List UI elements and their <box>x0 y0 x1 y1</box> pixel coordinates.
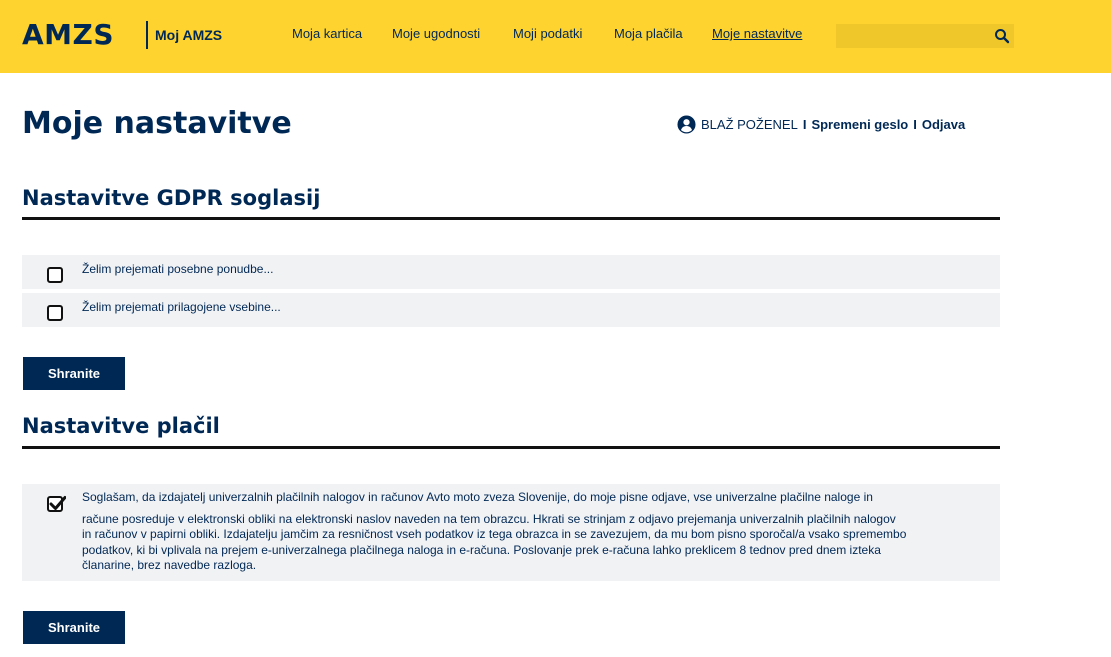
logo-divider <box>146 21 148 49</box>
consent-line: podatkov, ki bi vplivala na prejem e-univerzalnega plačilnega naloga in e-računa. Poslovanje prek e-računa lahko preklicem 8 tednov pred dnem izteka <box>82 542 881 557</box>
section-divider <box>22 446 1000 449</box>
change-password-link[interactable]: Spremeni geslo <box>811 116 909 132</box>
gdpr-section-title: Nastavitve GDPR soglasij <box>22 186 321 210</box>
payment-consent-checkbox[interactable] <box>47 496 63 512</box>
nav-moja-placila[interactable]: Moja plačila <box>614 26 683 41</box>
payments-save-button[interactable]: Shranite <box>23 611 125 644</box>
search-input[interactable] <box>836 24 986 48</box>
user-account-icon <box>677 115 696 134</box>
page-title: Moje nastavitve <box>22 106 292 141</box>
amzs-logo[interactable]: AMZS <box>22 18 115 51</box>
gdpr-option-row <box>22 293 1000 327</box>
nav-moji-podatki[interactable]: Moji podatki <box>513 26 583 41</box>
user-bar <box>677 113 965 135</box>
top-header <box>0 0 1111 73</box>
separator: I <box>802 116 807 132</box>
user-name: BLAŽ POŽENEL <box>701 116 798 132</box>
consent-line: račune posreduje v elektronski obliki na elektronski naslov naveden na tem obrazcu. Hkrati se strinjam z odjavo prejemanja univerzalnih plačilnih nalogov <box>82 511 896 526</box>
app-name[interactable]: Moj AMZS <box>155 27 223 43</box>
payments-section-title: Nastavitve plačil <box>22 414 220 438</box>
search-icon[interactable] <box>994 28 1010 44</box>
payment-consent-row <box>22 484 1000 581</box>
checkmark-icon <box>48 495 66 513</box>
consent-line: in računov v papirni obliki. Izdajatelju jamčim za resničnost vseh podatkov iz tega obrazca in se zavezujem, da mu bom pisno sporočal/a vsako spremembo <box>82 527 907 541</box>
nav-moje-nastavitve[interactable]: Moje nastavitve <box>712 26 803 41</box>
search-box <box>836 24 1014 48</box>
payment-consent-text <box>82 490 906 574</box>
separator: I <box>913 116 917 132</box>
section-divider <box>22 217 1000 220</box>
gdpr-offers-label: Želim prejemati posebne ponudbe... <box>82 262 274 276</box>
gdpr-option-row <box>22 255 1000 289</box>
logout-link[interactable]: Odjava <box>921 116 966 132</box>
consent-line: članarine, brez navedbe razloga. <box>82 558 257 572</box>
gdpr-save-button[interactable]: Shranite <box>23 357 125 390</box>
gdpr-content-checkbox[interactable] <box>47 305 63 321</box>
nav-moja-kartica[interactable]: Moja kartica <box>292 26 363 41</box>
nav-moje-ugodnosti[interactable]: Moje ugodnosti <box>392 26 481 41</box>
gdpr-content-label: Želim prejemati prilagojene vsebine... <box>82 300 281 314</box>
consent-line: Soglašam, da izdajatelj univerzalnih plačilnih nalogov in računov Avto moto zveza Slovenije, do moje pisne odjave, vse univerzalne plačilne naloge in <box>82 490 873 504</box>
gdpr-offers-checkbox[interactable] <box>47 267 63 283</box>
